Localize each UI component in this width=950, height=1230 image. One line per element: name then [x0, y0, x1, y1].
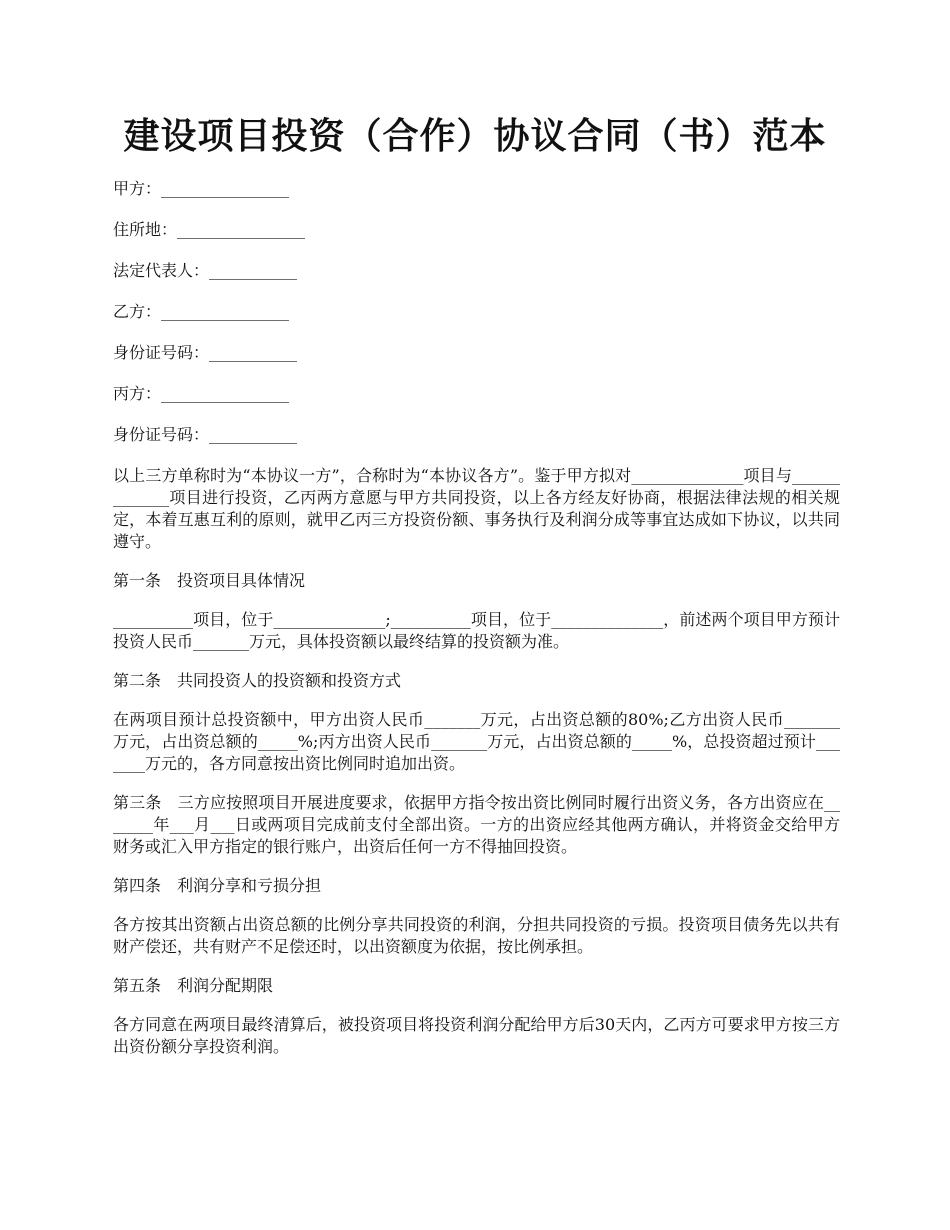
article-5-heading: 第五条 利润分配期限	[113, 976, 274, 995]
party-b-field: 乙方：________________	[113, 302, 290, 321]
party-b-id-field: 身份证号码：___________	[113, 343, 298, 362]
article-5-body: 各方同意在两项目最终清算后，被投资项目将投资利润分配给甲方后30天内，乙丙方可要求甲方按三方出资份额分享投资利润。	[113, 1015, 840, 1056]
article-1-body: __________项目，位于______________;__________项目，位于______________，前述两个项目甲方预计投资人民币_______万元，具体投资额以最终结算的投资额为准。	[113, 610, 840, 651]
party-a-field: 甲方：________________	[113, 179, 290, 198]
document-body	[113, 178, 840, 1075]
party-c-field: 丙方：________________	[113, 384, 290, 403]
article-2-heading: 第二条 共同投资人的投资额和投资方式	[113, 671, 402, 690]
article-2-body: 在两项目预计总投资额中，甲方出资人民币_______万元，占出资总额的80%;乙方出资人民币_______万元，占出资总额的_____%;丙方出资人民币_______万元，占出资总额的_____%，总投资超过预计_______万元的，各方同意按出资比例同时追加出资。	[113, 710, 840, 773]
article-3-body: 第三条 三方应按照项目开展进度要求，依据甲方指令按出资比例同时履行出资义务，各方出资应在_______年___月___日或两项目完成前支付全部出资。一方的出资应经其他两方确认，并将资金交给甲方财务或汇入甲方指定的银行账户，出资后任何一方不得抽回投资。	[113, 793, 840, 856]
party-a-address-field: 住所地：________________	[113, 220, 306, 239]
party-c-id-field: 身份证号码：___________	[113, 425, 298, 444]
intro-paragraph: 以上三方单称时为“本协议一方”，合称时为“本协议各方”。鉴于甲方拟对______________项目与_____________项目进行投资，乙丙两方意愿与甲方共同投资，以上各方经友好协商，根据法律法规的相关规定，本着互惠互利的原则，就甲乙丙三方投资份额、事务执行及利润分成等事宜达成如下协议，以共同遵守。	[113, 466, 840, 551]
article-1-heading: 第一条 投资项目具体情况	[113, 571, 306, 590]
document-title: 建设项目投资（合作）协议合同（书）范本	[123, 115, 827, 157]
party-a-legal-rep-field: 法定代表人：___________	[113, 261, 298, 280]
article-4-body: 各方按其出资额占出资总额的比例分享共同投资的利润，分担共同投资的亏损。投资项目债务先以共有财产偿还，共有财产不足偿还时，以出资额度为依据，按比例承担。	[113, 915, 840, 956]
article-4-heading: 第四条 利润分享和亏损分担	[113, 876, 322, 895]
